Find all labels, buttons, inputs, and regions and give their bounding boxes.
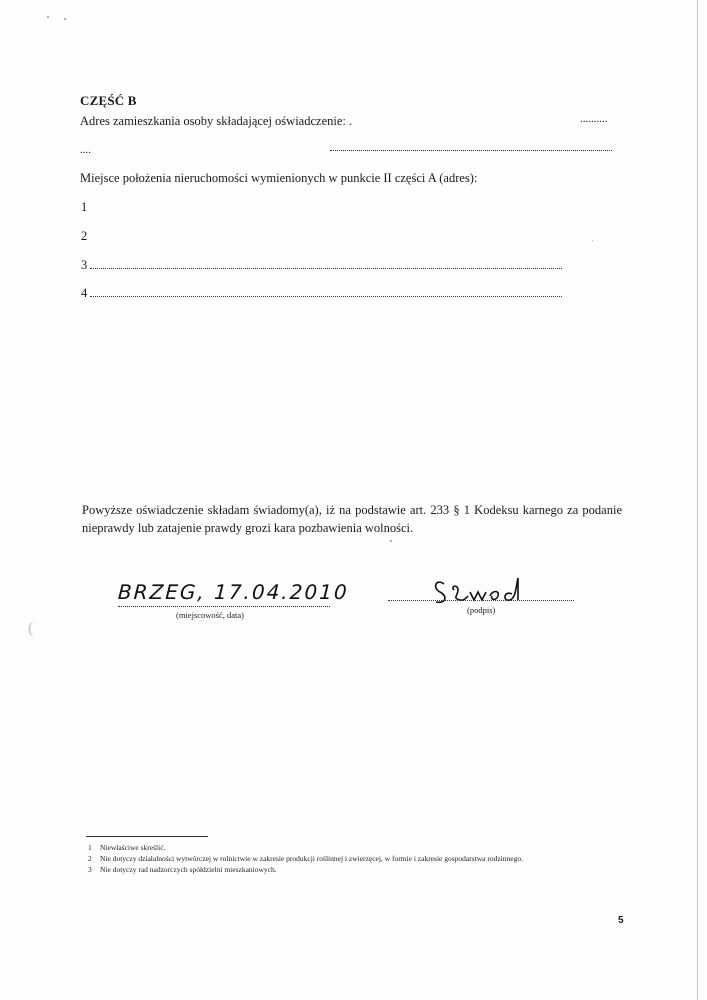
footnote-1-number: 1 bbox=[88, 843, 92, 852]
scan-speck bbox=[64, 18, 66, 20]
handwritten-signature bbox=[430, 574, 530, 608]
footnote-3-text: Nie dotyczy rad nadzorczych spółdzielni mieszkaniowych. bbox=[100, 865, 277, 874]
scan-mark: ( bbox=[28, 620, 34, 637]
property-item-4-number: 4 bbox=[81, 286, 88, 300]
scan-speck bbox=[592, 240, 593, 241]
scan-speck bbox=[390, 540, 392, 542]
scan-speck bbox=[47, 16, 49, 18]
footnote-2-number: 2 bbox=[88, 854, 92, 863]
property-item-4-dotted-line bbox=[90, 296, 562, 297]
footnote-2 bbox=[88, 854, 523, 863]
place-date-caption: (miejscowość, data) bbox=[176, 610, 244, 620]
footnote-rule bbox=[86, 836, 208, 837]
place-date-dotted-line bbox=[118, 606, 330, 607]
part-b-heading: CZĘŚĆ B bbox=[80, 93, 137, 108]
property-item-3-dotted-line bbox=[90, 268, 562, 269]
address-dots-right: .......... bbox=[580, 113, 608, 125]
declaration-text: Powyższe oświadczenie składam świadomy(a), iż na podstawie art. 233 § 1 Kodeksu karnego za podanie nieprawdy lub zatajenie prawdy grozi kara pozbawienia wolności. bbox=[82, 503, 622, 535]
signature-dotted-line bbox=[388, 600, 574, 601]
signature-caption: (podpis) bbox=[467, 605, 496, 615]
property-item-1-number: 1 bbox=[81, 200, 88, 214]
footnote-3 bbox=[88, 865, 277, 874]
address-line2-prefix: .... bbox=[80, 144, 91, 156]
footnote-1-text: Niewłaściwe skreślić. bbox=[100, 843, 166, 852]
footnote-1 bbox=[88, 843, 165, 852]
page-number: 5 bbox=[618, 915, 624, 926]
property-item-3-number: 3 bbox=[81, 258, 88, 272]
address-line2-dotted-line bbox=[330, 150, 612, 151]
footnote-2-text: Nie dotyczy działalności wytwórczej w rolnictwie w zakresie produkcji roślinnej i zwierzęcej, w formie i zakresie gospodarstwa rodzinnego. bbox=[100, 854, 523, 863]
footnote-3-number: 3 bbox=[88, 865, 92, 874]
scan-edge-line bbox=[697, 0, 698, 1000]
property-location-label: Miejsce położenia nieruchomości wymienionych w punkcie II części A (adres): bbox=[80, 171, 478, 185]
address-label: Adres zamieszkania osoby składającej oświadczenie: . bbox=[80, 114, 353, 128]
property-item-2-number: 2 bbox=[81, 229, 88, 243]
handwritten-place-date: BRZEG, 17.04.2010 bbox=[117, 580, 350, 604]
